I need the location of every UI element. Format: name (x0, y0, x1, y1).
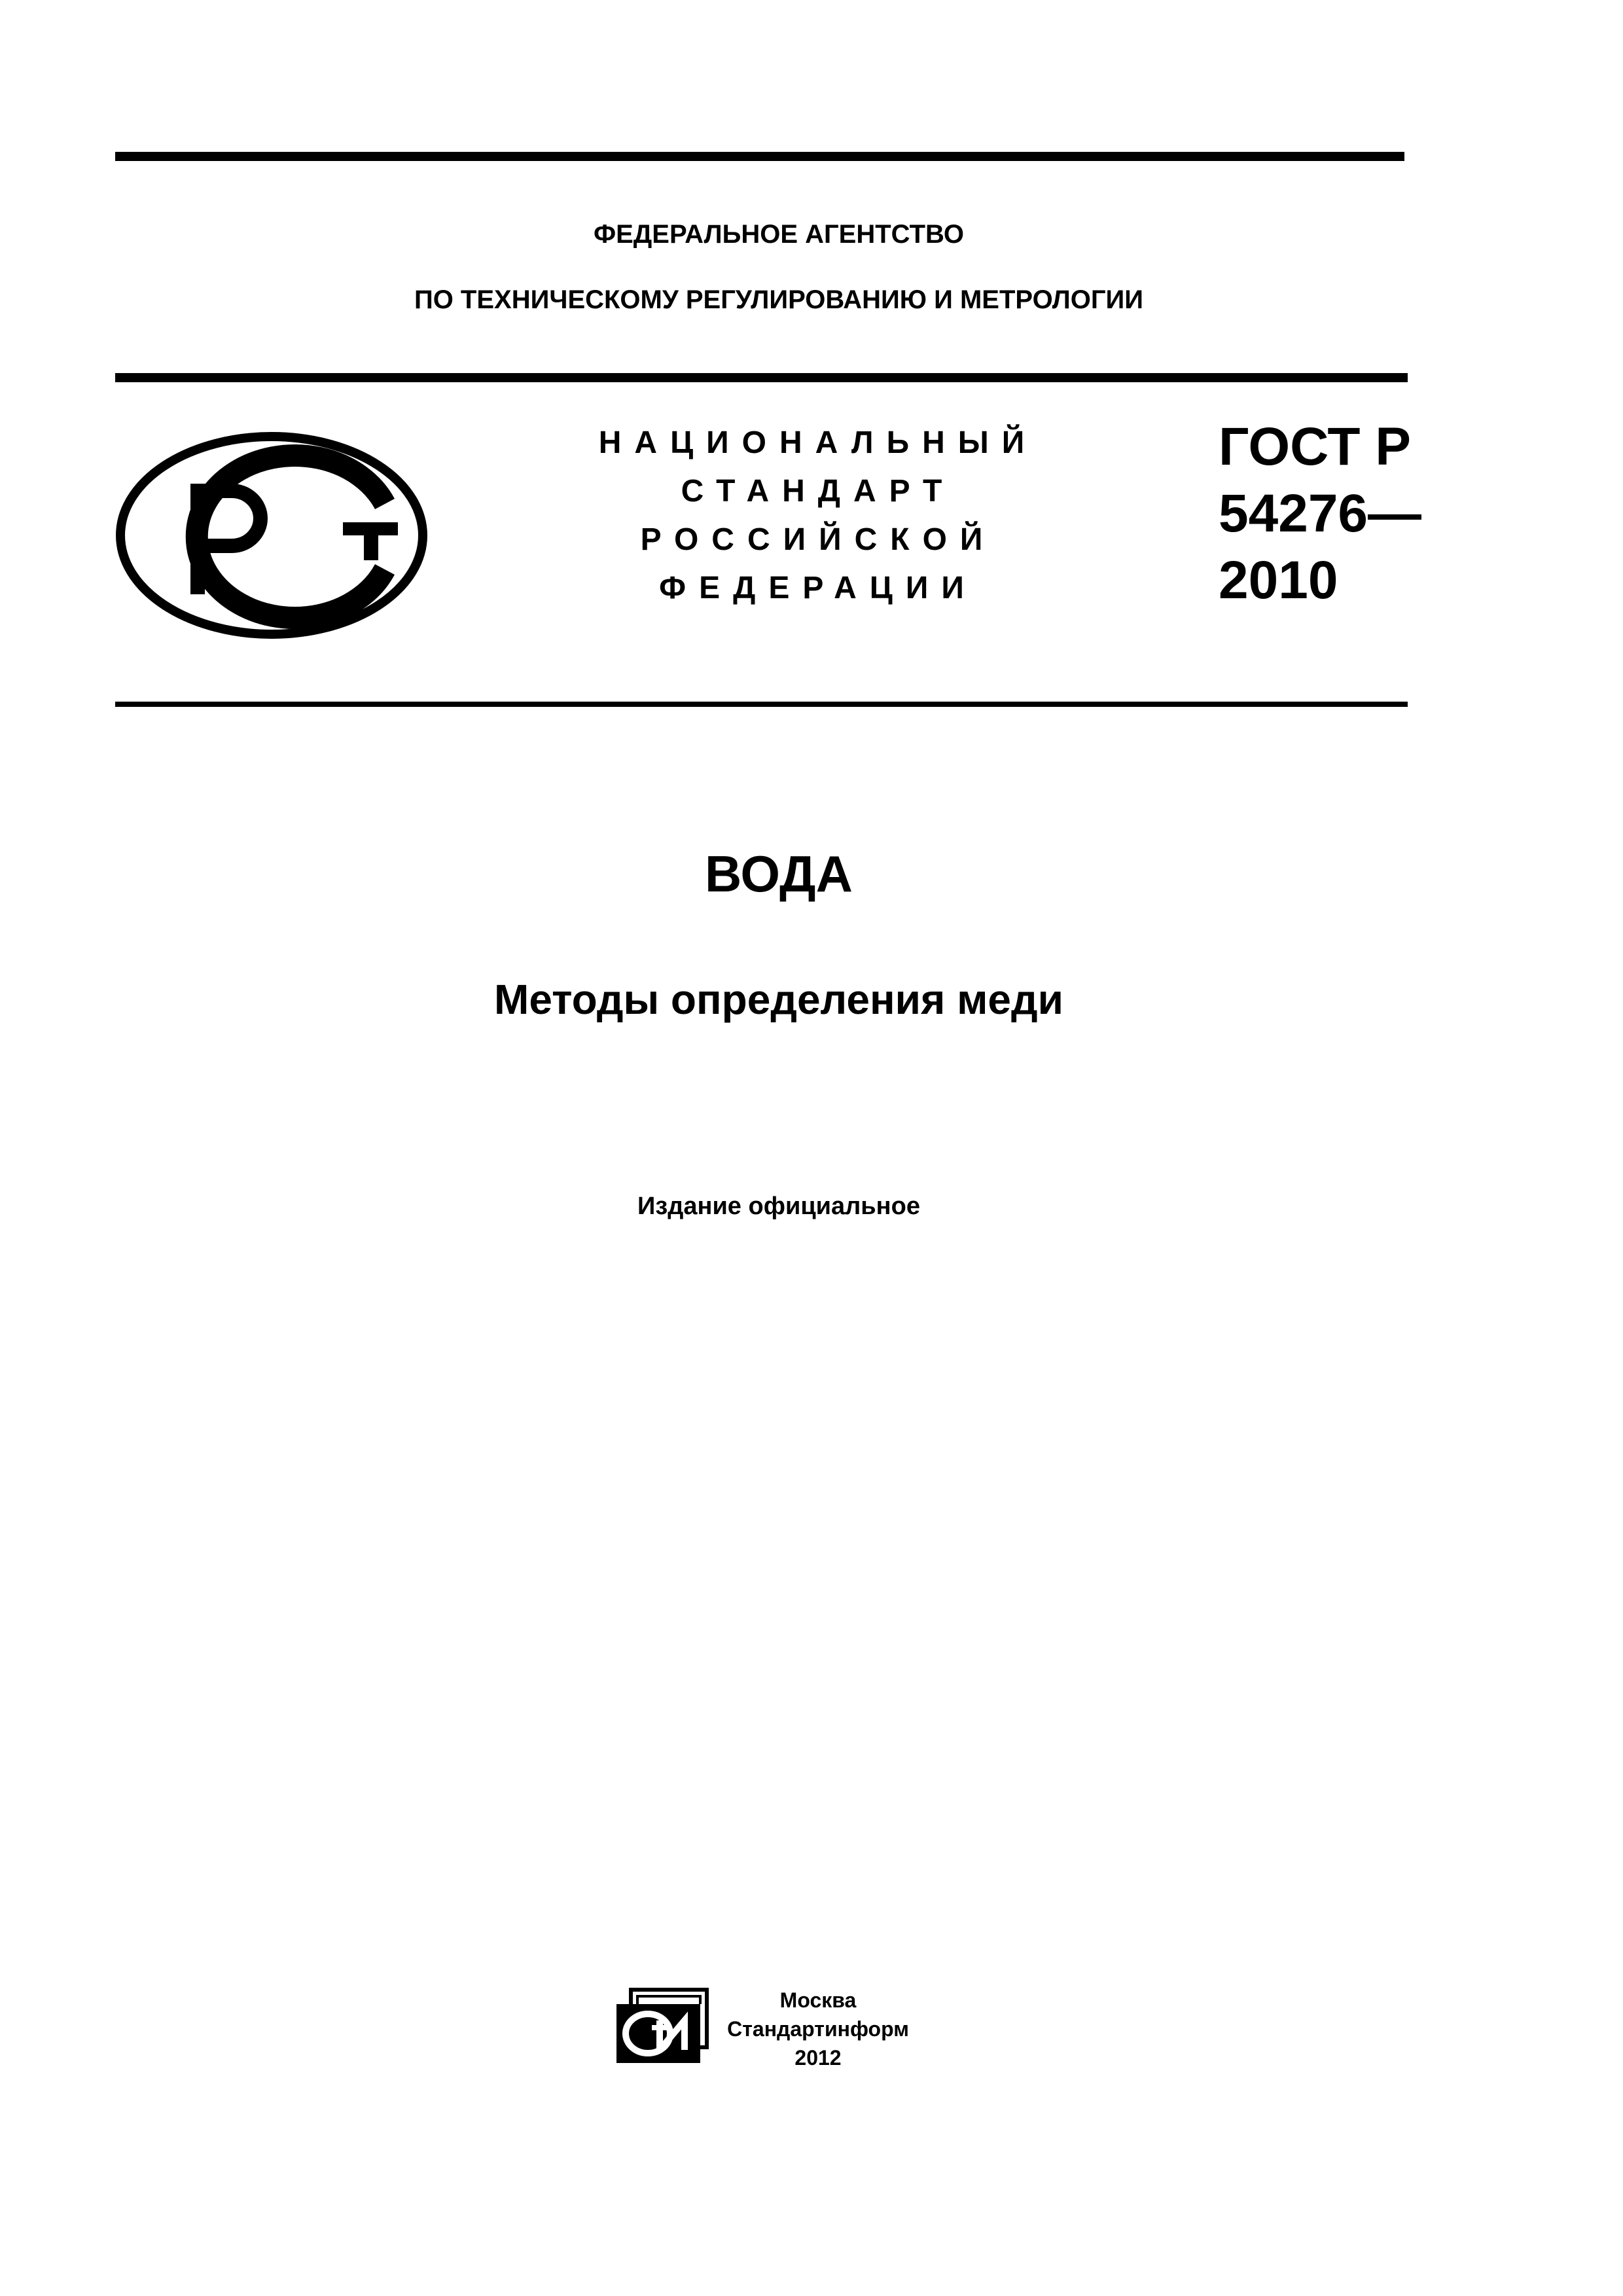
designation-line: 54276— (1219, 484, 1422, 543)
document-subtitle: Методы определения меди (494, 976, 1063, 1023)
edition-label: Издание официальное (637, 1193, 920, 1220)
standard-type-line: ФЕДЕРАЦИИ (659, 571, 977, 605)
standartinform-logo-icon (614, 1984, 709, 2066)
document-title: ВОДА (705, 845, 853, 903)
designation-line: ГОСТ Р (1219, 417, 1411, 476)
gost-r-mark-icon (115, 431, 428, 640)
standard-type-line: РОССИЙСКОЙ (640, 522, 996, 557)
publisher-imprint (720, 1986, 916, 2072)
agency-line-1: ФЕДЕРАЛЬНОЕ АГЕНТСТВО (593, 220, 965, 249)
standard-type-line: НАЦИОНАЛЬНЫЙ (598, 425, 1038, 460)
standard-type-line: СТАНДАРТ (681, 474, 955, 509)
publisher-year: 2012 (794, 2046, 842, 2070)
publisher-city: Москва (779, 1988, 857, 2012)
lower-rule (115, 702, 1408, 707)
standard-designation (1219, 414, 1428, 614)
agency-line-2: ПО ТЕХНИЧЕСКОМУ РЕГУЛИРОВАНИЮ И МЕТРОЛОГИИ (414, 285, 1144, 314)
middle-rule (115, 373, 1408, 382)
designation-line: 2010 (1219, 550, 1338, 610)
publisher-logo-letters: СТИ (614, 1984, 616, 1985)
top-rule (115, 152, 1404, 161)
standard-type (569, 419, 1067, 613)
publisher-name: Стандартинформ (727, 2017, 909, 2041)
